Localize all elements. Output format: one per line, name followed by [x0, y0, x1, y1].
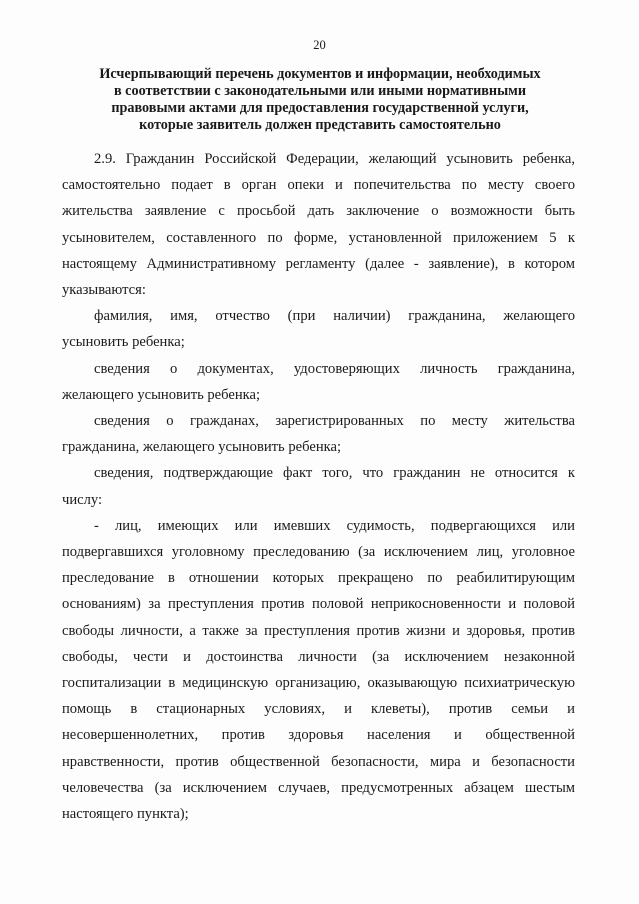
- text-line: фамилия, имя, отчество (при наличии) гражданина, желающего: [94, 308, 575, 325]
- text-line: сведения о документах, удостоверяющих личность гражданина,: [94, 360, 575, 377]
- text-line: желающего усыновить ребенка;: [62, 386, 261, 403]
- text-line: указываются:: [62, 282, 146, 299]
- paragraph-registered-persons-item: [62, 408, 575, 460]
- paragraph-criminal-record-item: [62, 513, 575, 827]
- text-line: сведения, подтверждающие факт того, что гражданин не относится к: [94, 465, 575, 482]
- text-line: настоящему Административному регламенту (далее - заявление), в котором: [62, 255, 575, 272]
- paragraph-name-item: [62, 303, 575, 355]
- text-line: жительства заявление с просьбой дать заключение о возможности быть: [62, 203, 575, 220]
- text-line: подвергавшихся уголовному преследованию (за исключением лиц, уголовное: [62, 544, 575, 561]
- text-line: несовершеннолетних, против здоровья населения и общественной: [62, 727, 575, 744]
- page-number: 20: [313, 38, 326, 52]
- paragraph-2-9: [62, 146, 575, 303]
- heading-line: в соответствии с законодательными или иными нормативными: [113, 83, 527, 99]
- text-line: усыновить ребенка;: [62, 334, 185, 351]
- heading-line: правовыми актами для предоставления государственной услуги,: [111, 100, 529, 116]
- text-line: настоящего пункта);: [62, 806, 189, 823]
- text-line: помощь в стационарных условиях, и клеветы), против семьи и: [62, 701, 575, 718]
- heading-line: которые заявитель должен представить самостоятельно: [139, 117, 501, 133]
- paragraph-confirmation-item: [62, 460, 575, 512]
- text-line: основаниям) за преступления против половой неприкосновенности и половой: [62, 596, 575, 613]
- paragraph-identity-documents-item: [62, 356, 575, 408]
- text-line: свободы, чести и достоинства личности (за исключением незаконной: [62, 648, 575, 665]
- text-line: самостоятельно подает в орган опеки и попечительства по месту своего: [62, 177, 575, 194]
- heading-line: Исчерпывающий перечень документов и информации, необходимых: [99, 66, 541, 82]
- text-line: усыновителем, составленного по форме, установленной приложением 5 к: [62, 229, 575, 246]
- text-line: человечества (за исключением случаев, предусмотренных абзацем шестым: [62, 779, 575, 796]
- text-line: 2.9. Гражданин Российской Федерации, желающий усыновить ребенка,: [94, 151, 575, 167]
- text-line: сведения о гражданах, зарегистрированных по месту жительства: [94, 413, 575, 430]
- text-line: свободы личности, а также за преступления против жизни и здоровья, против: [62, 622, 575, 639]
- text-line: - лиц, имеющих или имевших судимость, подвергающихся или: [94, 517, 575, 534]
- text-line: преследование в отношении которых прекращено по реабилитирующим: [62, 570, 575, 587]
- text-line: числу:: [62, 491, 103, 508]
- text-line: нравственности, против общественной безопасности, мира и безопасности: [62, 753, 575, 770]
- text-line: госпитализации в медицинскую организацию, оказывающую психиатрическую: [62, 675, 575, 692]
- document-body: [62, 146, 575, 827]
- section-heading: [70, 66, 570, 134]
- text-line: гражданина, желающего усыновить ребенка;: [62, 439, 342, 456]
